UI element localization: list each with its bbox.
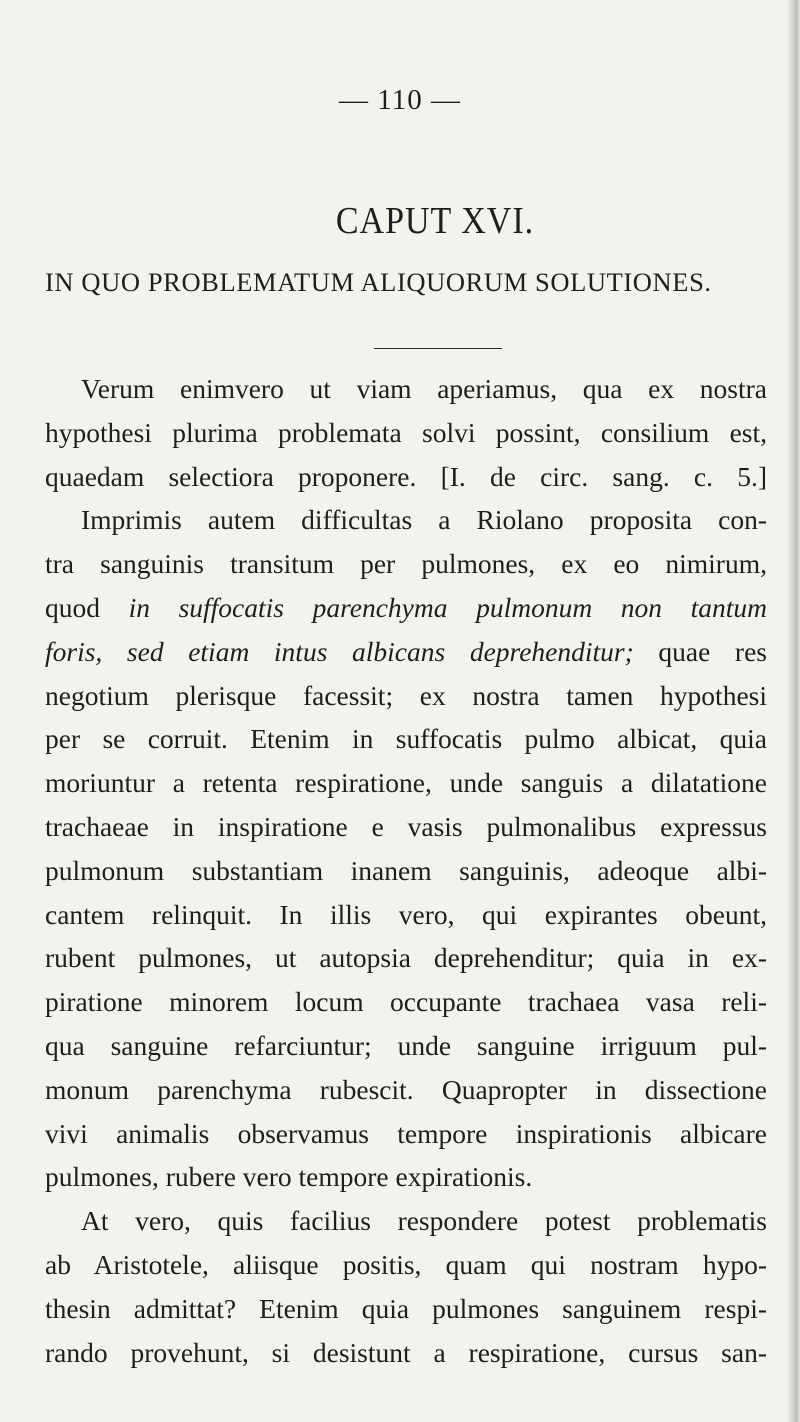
text-line: negotium plerisque facessit; ex nostra tamen hypothesi	[45, 679, 767, 711]
text-line: cantem relinquit. In illis vero, qui expirantes obeunt,	[45, 898, 767, 930]
text-line: vivi animalis observamus tempore inspirationis albicare	[45, 1117, 767, 1149]
text-line: rubent pulmones, ut autopsia deprehenditur; quia in ex-	[45, 942, 767, 974]
text-line	[45, 586, 767, 630]
chapter-title: CAPUT XVI.	[335, 200, 535, 243]
text-line: thesin admittat? Etenim quia pulmones sanguinem respi-	[45, 1292, 767, 1324]
body-text	[45, 367, 767, 1374]
italic-quote: in suffocatis parenchyma pulmonum non tantum	[128, 591, 767, 623]
text-line: pulmonum substantiam inanem sanguinis, adeoque albi-	[45, 854, 767, 886]
text-line: tra sanguinis transitum per pulmones, ex eo nimirum,	[45, 548, 767, 580]
text-line	[45, 630, 767, 674]
text-line: per se corruit. Etenim in suffocatis pulmo albicat, quia	[45, 723, 767, 755]
text-fragment: quae res	[633, 635, 767, 667]
text-line: monum parenchyma rubescit. Quapropter in dissectione	[45, 1073, 767, 1105]
section-divider	[374, 348, 502, 349]
text-line: trachaeae in inspiratione e vasis pulmonalibus expressus	[45, 810, 767, 842]
text-line: quaedam selectiora proponere. [I. de circ. sang. c. 5.]	[45, 460, 767, 492]
text-line: Imprimis autem difficultas a Riolano proposita con-	[81, 504, 767, 536]
text-line: moriuntur a retenta respiratione, unde sanguis a dilatatione	[45, 767, 767, 799]
text-line: At vero, quis facilius respondere potest problematis	[81, 1205, 767, 1237]
text-line: piratione minorem locum occupante trachaea vasa reli-	[45, 986, 767, 1018]
text-line: rando provehunt, si desistunt a respiratione, cursus san-	[45, 1336, 767, 1368]
text-line: ab Aristotele, aliisque positis, quam qui nostram hypo-	[45, 1248, 767, 1280]
text-line: qua sanguine refarciuntur; unde sanguine irriguum pul-	[45, 1029, 767, 1061]
page-number: — 110 —	[339, 84, 461, 116]
italic-quote: foris, sed etiam intus albicans deprehenditur;	[45, 635, 634, 667]
chapter-subtitle: IN QUO PROBLEMATUM ALIQUORUM SOLUTIONES.	[45, 267, 712, 297]
text-fragment: quod	[45, 591, 129, 623]
text-line: pulmones, rubere vero tempore expirationis.	[45, 1161, 533, 1193]
text-line: hypothesi plurima problemata solvi possint, consilium est,	[45, 416, 767, 448]
text-line: Verum enimvero ut viam aperiamus, qua ex nostra	[81, 373, 767, 404]
